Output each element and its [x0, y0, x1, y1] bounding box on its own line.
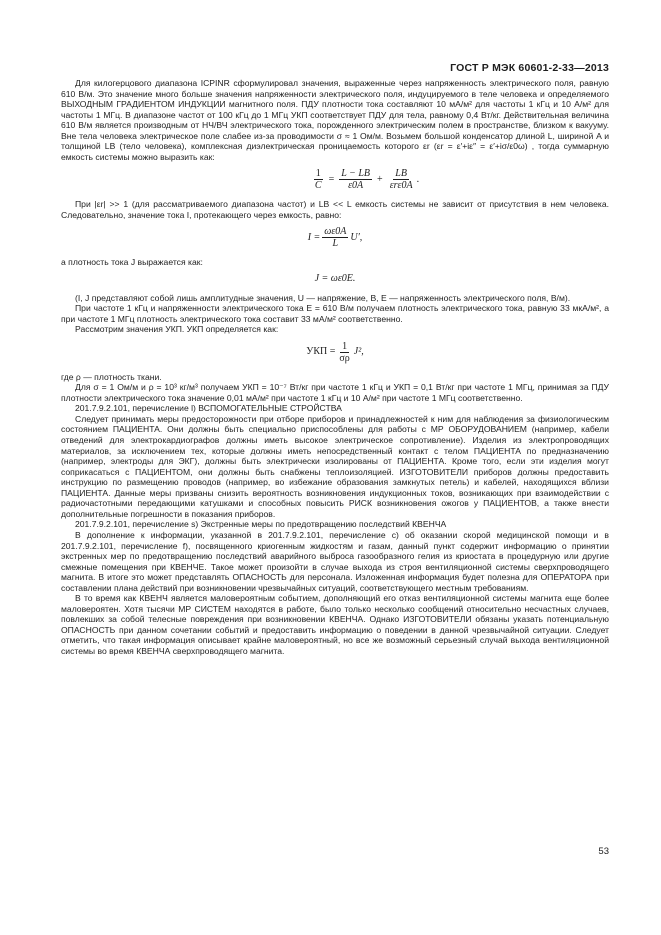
fraction — [322, 226, 348, 249]
page-content — [61, 78, 609, 657]
paragraph: В дополнение к информации, указанной в 201.7.9.2.101, перечисление c) об оказании скорой медицинской помощи и в 201.7.9.2.101, перечисление f), посвященного криогенным жидкостям и газам, данный пункт содержит информацию о принятии экстренных мер по предотвращению последствий аварийного выброса газообразного гелия из криостата в процедурную или другие смежные помещения при КВЕНЧЕ. Такое может произойти в случае выхода из строя вентиляционной системы сверхпроводящего магнита. В итоге это может представлять ОПАСНОСТЬ для персонала. Изложенная информация будет полезна для ОПЕРАТОРА при составлении плана действий при возникновении чрезвычайных ситуаций, соответствующего местным требованиям. — [61, 529, 609, 593]
numerator: ωε0A — [324, 226, 347, 238]
current-formula — [61, 226, 609, 249]
numerator: LB — [395, 168, 407, 180]
numerator: 1 — [342, 340, 348, 352]
paragraph: Для σ = 1 Ом/м и ρ = 10³ кг/м³ получаем УКП = 10⁻⁷ Вт/кг при частоте 1 кГц и УКП = 0,1 Вт/кг при частоте 1 МГц, принимая за ПДУ плотности электрического тока значение 0,01 мА/м² при частоте 1 кГц и 10 А/м² при частоте 1 МГц соответственно. — [61, 382, 609, 403]
formula-tail: J², — [353, 345, 364, 357]
equals-sign: = — [328, 173, 335, 185]
section-title: 201.7.9.2.101, перечисление l) ВСПОМОГАТЕЛЬНЫЕ СТРОЙСТВА — [75, 403, 342, 414]
formula-text: J = ωε0E. — [314, 273, 356, 285]
numerator: L − LB — [341, 168, 371, 180]
denominator: L — [332, 238, 339, 250]
page-number: 53 — [598, 846, 609, 857]
current-density-formula — [61, 274, 609, 285]
denominator: ε0A — [348, 180, 364, 192]
fraction — [337, 341, 351, 364]
denominator: C — [314, 180, 322, 192]
paragraph: где ρ — плотность ткани. — [61, 371, 162, 382]
paragraph: В то время как КВЕНЧ является маловероятным событием, дополняющий его отказ вентиляционной системы магнита еще более маловероятен. Хотя тысячи МР СИСТЕМ находятся в работе, было только несколько сообщений относительно несчастных случаев, повлекших за собой телесные повреждения при возникновении КВЕНЧА. Однако ИЗГОТОВИТЕЛИ обязаны указать потенциальную ОПАСНОСТЬ при данном сочетании событий и предоставить информацию о поведении в данной чрезвычайной ситуации. Следует отметить, что такая информация описывает крайне маловероятный, но все же возможный серьезный случай выхода вентиляционной системы во время КВЕНЧА сверхпроводящего магнита. — [61, 593, 609, 656]
formula-end: . — [416, 173, 420, 185]
denominator: σρ — [339, 352, 350, 364]
plus-sign: + — [377, 173, 383, 185]
formula-lhs: УКП = — [306, 345, 336, 357]
paragraph: Следует принимать меры предосторожности при отборе приборов и принадлежностей к ним для наблюдения за физиологическим состоянием ПАЦИЕНТА. Они должны быть специально приспособлены для работы с МР ОБОРУДОВАНИЕМ (например, кабели отведений для электрокардиографов должны иметь высокое электрическое сопротивление). Изделия из электропроводящих материалов, за исключением тех, которые должны иметь непосредственный контакт с телом ПАЦИЕНТА по предназначению (например, электроды для ЭКГ), должны быть электрически изолированы от ПАЦИЕНТА. Кроме того, если эти изделия могут соприкасаться с ПАЦИЕНТОМ, они должны быть снабжены теплоизоляцией. ИЗГОТОВИТЕЛИ приборов должны предоставить инструкцию по размещению проводов (например, во избежание образования замкнутых петель) и кабелей, находящихся вблизи ПАЦИЕНТА. Данные меры призваны снизить вероятность возникновения индукционных токов, возникающих при взаимодействии с радиочастотными передающими катушками и способных повысить РИСК возникновения ожогов у ПАЦИЕНТОВ, а также внести дополнительные погрешности в показания приборов. — [61, 413, 609, 519]
paragraph: При частоте 1 кГц и напряженности электрического тока E = 610 В/м получаем плотность электрического тока, равную 33 мкА/м², а при частоте 1 МГц плотность электрического тока составит 33 мА/м² соответственно. — [61, 303, 609, 324]
paragraph: Рассмотрим значения УКП. УКП определяется как: — [75, 324, 279, 335]
paragraph: (I, J представляют собой лишь амплитудные значения, U — напряжение, В, E — напряженность электрического поля, В/м). — [75, 292, 571, 303]
paragraph: При |εr| >> 1 (для рассматриваемого диапазона частот) и LB << L емкость системы не зависит от присутствия в нем человека. Следовательно, значение тока I, протекающего через емкость, равно: — [61, 199, 609, 220]
formula-tail: U′, — [350, 231, 363, 243]
section-title: 201.7.9.2.101, перечисление s) Экстренные меры по предотвращению последствий КВЕНЧА — [75, 519, 447, 530]
paragraph: а плотность тока J выражается как: — [61, 257, 203, 268]
denominator: εrε0A — [389, 180, 413, 192]
numerator: 1 — [315, 168, 321, 180]
sar-formula — [61, 341, 609, 364]
formula-lhs: I = — [307, 231, 321, 243]
paragraph: Для килогерцового диапазона ICPINR сформулировал значения, выраженные через напряженность электрического поля, равную 610 В/м. Это значение много больше значения напряженности электрического поля, индуцируемого в теле человека и определяемого ВЫХОДНЫМ ГРАДИЕНТОМ ИНДУКЦИИ магнитного поля. ПДУ плотности тока составляют 10 мА/м² для частоты 1 кГц и 10 А/м² для частоты 1 МГц. В диапазоне частот от 100 кГц до 1 МГц УКП соответствует ПДУ для тела, равному 0,4 Вт/кг. Действительная величина 610 В/м является производным от НЧ/ВЧ электрического тока, порожденного электрическим полем в пространстве, близком к вакууму. Вне тела человека электрическое поле слабее из-за проводимости σ ≈ 1 Ом/м. Возьмем большой конденсатор длиной L, шириной A и толщиной LB (тело человека), комплексная диэлектрическая проницаемость которого εr (εr = ε′+iε″ = ε′+iσ/ε0ω) , тогда суммарную емкость системы можно выразить как: — [61, 78, 609, 162]
fraction — [339, 168, 372, 191]
fraction — [313, 168, 324, 191]
standard-header: ГОСТ Р МЭК 60601-2-33—2013 — [450, 62, 609, 74]
fraction — [388, 168, 415, 191]
capacitance-formula — [121, 168, 609, 191]
